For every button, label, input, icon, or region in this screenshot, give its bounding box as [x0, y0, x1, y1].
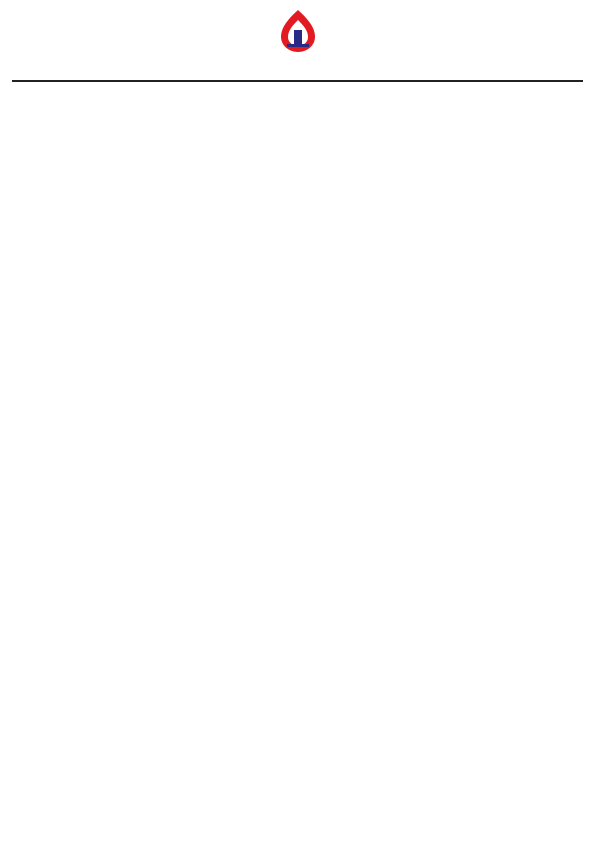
document-body: [12, 84, 583, 784]
header-divider: [12, 80, 583, 82]
company-logo: [273, 8, 323, 54]
